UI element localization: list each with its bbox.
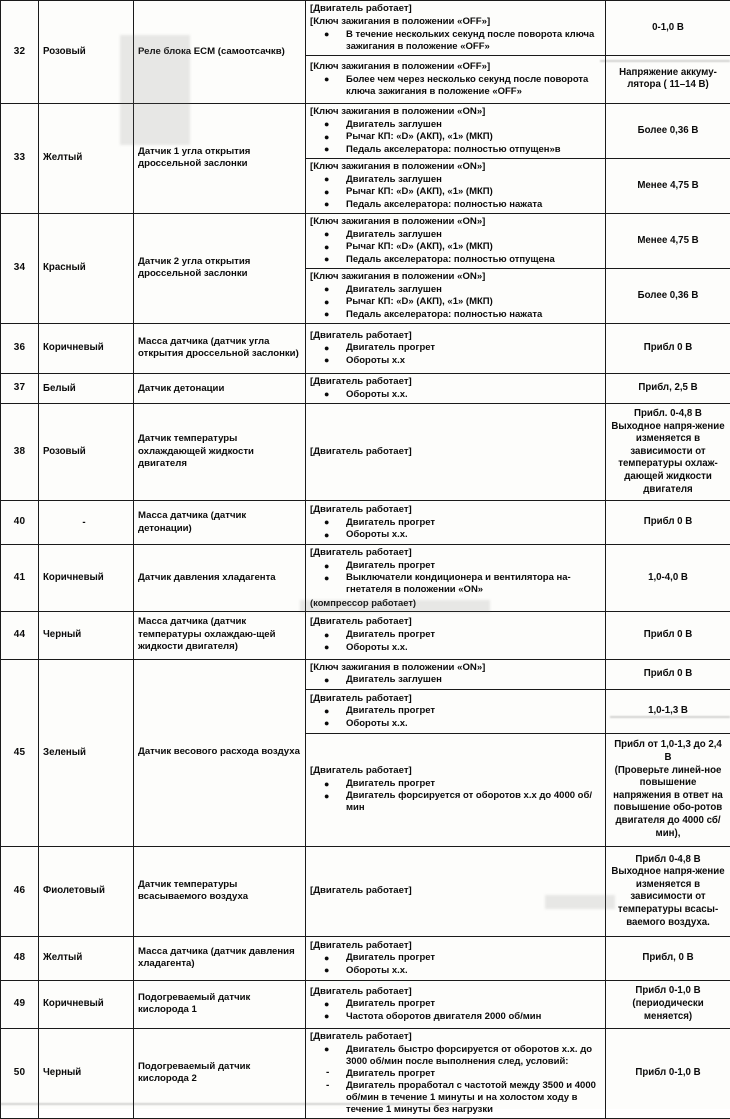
condition-heading: [Двигатель работает] (310, 330, 601, 342)
table-row (1, 1, 730, 56)
list-item-text: Выключатели кондиционера и вентилятора на-гнетателя в положении «ON» (346, 572, 571, 595)
terminal-number: 41 (1, 545, 39, 611)
value-text: 0-1,0 В (610, 22, 726, 35)
value-text: Прибл 0 В (610, 342, 726, 355)
condition-cell (306, 659, 606, 689)
condition-heading: [Двигатель работает] (310, 885, 601, 897)
wire-color: Фиолетовый (39, 846, 134, 936)
condition-heading: [Двигатель работает] (310, 693, 601, 705)
condition-heading: [Двигатель работает] (310, 3, 601, 15)
item-name: Датчик давления хладагента (134, 545, 306, 611)
table-row (1, 545, 730, 611)
condition-cell (306, 936, 606, 980)
item-name: Масса датчика (датчик детонации) (134, 501, 306, 545)
list-item-text: Обороты х.х. (346, 642, 408, 653)
item-name: Реле блока ECM (самоотсачкв) (134, 1, 306, 104)
list-item (324, 572, 601, 596)
condition-heading: [Двигатель работает] (310, 376, 601, 388)
list-item-text: Двигатель быстро форсируется от оборотов х.х. до 3000 об/мин после выполнения след, условий: (346, 1044, 592, 1067)
wire-color: Коричневый (39, 980, 134, 1028)
list-item-text: В течение нескольких секунд после поворота ключа зажигания в положение «OFF» (346, 29, 594, 52)
value-text: Прибл от 1,0-1,3 до 2,4 В (610, 739, 726, 764)
value-text: Менее 4,75 В (610, 235, 726, 248)
list-item (324, 718, 601, 730)
list-item-text: Двигатель прогрет (346, 560, 435, 571)
terminal-number: 40 (1, 501, 39, 545)
condition-list (310, 517, 601, 541)
table-row (1, 103, 730, 158)
wire-color: - (39, 501, 134, 545)
bullet-icon: ● (324, 254, 329, 265)
bullet-icon: ● (324, 343, 329, 354)
list-item (324, 186, 601, 198)
list-item (324, 284, 601, 296)
bullet-icon: ● (324, 561, 329, 572)
value-cell (606, 404, 730, 501)
bullet-icon: ● (324, 284, 329, 295)
condition-heading: [Двигатель работает] (310, 1031, 601, 1043)
value-cell (606, 1028, 730, 1118)
value-cell (606, 373, 730, 403)
value-text: Прибл 0 В (610, 668, 726, 681)
list-item (324, 355, 601, 367)
value-note: (периодически меняется) (610, 998, 726, 1023)
bullet-icon: ● (324, 199, 329, 210)
table-row (1, 213, 730, 268)
table-row (1, 404, 730, 501)
list-item (324, 1011, 601, 1023)
list-item-text: Обороты х.х. (346, 718, 408, 729)
condition-heading: [Ключ зажигания в положении «OFF»] (310, 61, 601, 73)
list-item-text: Двигатель прогрет (346, 705, 435, 716)
condition-list (310, 560, 601, 596)
condition-cell (306, 373, 606, 403)
condition-cell (306, 55, 606, 103)
value-text: Менее 4,75 В (610, 180, 726, 193)
bullet-icon: ● (324, 517, 329, 528)
value-cell (606, 659, 730, 689)
terminal-number: 45 (1, 659, 39, 846)
terminal-number: 37 (1, 373, 39, 403)
list-item-text: Двигатель проработал с частотой между 3500 и 4000 об/мин в течение 1 минуты и на холостом ходу в течение 1 минуты без нагрузки (346, 1080, 596, 1115)
bullet-icon: ● (324, 174, 329, 185)
list-item-text: Двигатель заглушен (346, 284, 442, 295)
condition-list (310, 119, 601, 155)
value-cell (606, 936, 730, 980)
value-cell (606, 980, 730, 1028)
condition-list (310, 389, 601, 401)
condition-heading: [Ключ зажигания в положении «ON»] (310, 271, 601, 283)
bullet-icon: ● (324, 229, 329, 240)
bullet-icon: ● (324, 1011, 329, 1022)
bullet-icon: ● (324, 706, 329, 717)
item-name: Подогреваемый датчик кислорода 2 (134, 1028, 306, 1118)
list-item-text: Двигатель прогрет (346, 952, 435, 963)
item-name: Датчик температуры охлаждающей жидкости двигателя (134, 404, 306, 501)
condition-list (310, 778, 601, 814)
list-item-text: Обороты х.х. (346, 529, 408, 540)
condition-cell (306, 611, 606, 659)
condition-cell (306, 103, 606, 158)
list-item (324, 705, 601, 717)
bullet-icon: ● (324, 999, 329, 1010)
list-item-text: Обороты х.х. (346, 389, 408, 400)
value-text: Более 0,36 В (610, 290, 726, 303)
list-item (324, 174, 601, 186)
bullet-icon: ● (324, 779, 329, 790)
condition-list (310, 29, 601, 53)
item-name: Датчик 1 угла открытия дроссельной заслонки (134, 103, 306, 213)
list-item (324, 389, 601, 401)
terminal-number: 46 (1, 846, 39, 936)
dash-icon: - (326, 1067, 329, 1079)
bullet-icon: ● (324, 297, 329, 308)
list-item-text: Рычаг КП: «D» (АКП), «1» (МКП) (346, 296, 493, 307)
list-item-text: Двигатель заглушен (346, 174, 442, 185)
condition-heading: [Двигатель работает] (310, 940, 601, 952)
condition-heading: [Двигатель работает] (310, 504, 601, 516)
list-item (324, 529, 601, 541)
list-item-text: Рычаг КП: «D» (АКП), «1» (МКП) (346, 131, 493, 142)
bullet-icon: ● (324, 965, 329, 976)
table-body (1, 1, 730, 1119)
table-row (1, 323, 730, 373)
table-row (1, 501, 730, 545)
list-item-text: Двигатель прогрет (346, 629, 435, 640)
table-row (1, 659, 730, 689)
terminal-number: 49 (1, 980, 39, 1028)
condition-list (310, 1044, 601, 1116)
bullet-icon: ● (324, 791, 329, 802)
condition-list (310, 674, 601, 686)
wire-color: Красный (39, 213, 134, 323)
list-item (324, 342, 601, 354)
value-note: Выходное напря-жение изменяется в зависимости от температуры всасы-ваемого воздуха. (610, 866, 726, 929)
list-item (324, 199, 601, 211)
list-item (324, 1068, 601, 1080)
condition-cell (306, 404, 606, 501)
list-item (324, 674, 601, 686)
condition-list (310, 284, 601, 320)
condition-cell (306, 545, 606, 611)
list-item-text: Педаль акселератора: полностью отпущена (346, 254, 555, 265)
bullet-icon: ● (324, 119, 329, 130)
list-item (324, 642, 601, 654)
wire-color: Черный (39, 1028, 134, 1118)
bullet-icon: ● (324, 29, 329, 40)
list-item-text: Двигатель форсируется от оборотов х.х до 4000 об/мин (346, 790, 592, 813)
value-text: Напряжение аккуму-лятора ( 11–14 В) (610, 67, 726, 92)
bullet-icon: ● (324, 242, 329, 253)
condition-heading: [Двигатель работает] (310, 446, 601, 458)
list-item (324, 1080, 601, 1115)
list-item (324, 309, 601, 321)
list-item (324, 241, 601, 253)
list-item (324, 952, 601, 964)
condition-heading: [Ключ зажигания в положении «ON»] (310, 106, 601, 118)
list-item (324, 998, 601, 1010)
terminal-number: 44 (1, 611, 39, 659)
condition-list (310, 342, 601, 366)
terminal-number: 36 (1, 323, 39, 373)
bullet-icon: ● (324, 355, 329, 366)
list-item (324, 296, 601, 308)
bullet-icon: ● (324, 1044, 329, 1055)
condition-heading: [Ключ зажигания в положении «ON»] (310, 216, 601, 228)
bullet-icon: ● (324, 144, 329, 155)
list-item (324, 254, 601, 266)
wire-color: Черный (39, 611, 134, 659)
bullet-icon: ● (324, 132, 329, 143)
condition-cell (306, 846, 606, 936)
wire-color: Желтый (39, 103, 134, 213)
list-item-text: Педаль акселератора: полностью нажата (346, 199, 542, 210)
condition-list (310, 998, 601, 1022)
table-row (1, 846, 730, 936)
list-item (324, 74, 601, 98)
list-item (324, 560, 601, 572)
condition-list (310, 705, 601, 729)
list-item-text: Обороты х.х. (346, 965, 408, 976)
condition-heading: [Двигатель работает] (310, 547, 601, 559)
terminal-number: 33 (1, 103, 39, 213)
dash-icon: - (326, 1080, 329, 1092)
bullet-icon: ● (324, 718, 329, 729)
list-item (324, 778, 601, 790)
bullet-icon: ● (324, 573, 329, 584)
value-text: Прибл. 0-4,8 В (610, 408, 726, 421)
list-item (324, 790, 601, 814)
condition-cell (306, 733, 606, 846)
value-note: (Проверьте линей-ное повышение напряжения в ответ на повышение обо-ротов двигателя до 4000 сб/мин), (610, 765, 726, 841)
list-item-text: Рычаг КП: «D» (АКП), «1» (МКП) (346, 241, 493, 252)
condition-heading: [Двигатель работает] (310, 765, 601, 777)
condition-list (310, 229, 601, 265)
value-cell (606, 213, 730, 268)
list-item-text: Двигатель заглушен (346, 674, 442, 685)
value-note: Выходное напря-жение изменяется в зависимости от температуры охлаж-дающей жидкости двигателя (610, 421, 726, 497)
value-cell (606, 611, 730, 659)
value-text: Прибл 0 В (610, 516, 726, 529)
terminal-number: 48 (1, 936, 39, 980)
value-text: Прибл, 0 В (610, 952, 726, 965)
condition-list (310, 629, 601, 653)
table-row (1, 373, 730, 403)
value-cell (606, 689, 730, 733)
terminal-number: 50 (1, 1028, 39, 1118)
bullet-icon: ● (324, 389, 329, 400)
item-name: Датчик детонации (134, 373, 306, 403)
bullet-icon: ● (324, 530, 329, 541)
item-name: Масса датчика (датчик угла открытия дроссельной заслонки) (134, 323, 306, 373)
list-item-text: Двигатель прогрет (346, 342, 435, 353)
condition-cell (306, 689, 606, 733)
list-item (324, 144, 601, 156)
terminal-number: 34 (1, 213, 39, 323)
value-cell (606, 545, 730, 611)
list-item-text: Педаль акселератора: полностью нажата (346, 309, 542, 320)
condition-cell (306, 268, 606, 323)
list-item (324, 965, 601, 977)
wire-color: Розовый (39, 1, 134, 104)
condition-heading: [Ключ зажигания в положении «OFF»] (310, 16, 601, 28)
condition-cell (306, 980, 606, 1028)
table-row (1, 611, 730, 659)
list-item-text: Двигатель заглушен (346, 119, 442, 130)
value-text: 1,0-1,3 В (610, 705, 726, 718)
condition-list (310, 952, 601, 976)
terminal-number: 38 (1, 404, 39, 501)
wire-color: Коричневый (39, 323, 134, 373)
condition-cell (306, 1, 606, 56)
list-item (324, 1044, 601, 1068)
list-item (324, 629, 601, 641)
list-item (324, 517, 601, 529)
list-item-text: Двигатель заглушен (346, 229, 442, 240)
value-cell (606, 733, 730, 846)
wire-color: Зеленый (39, 659, 134, 846)
value-cell (606, 55, 730, 103)
condition-list (310, 174, 601, 210)
value-cell (606, 501, 730, 545)
table-row (1, 980, 730, 1028)
list-item (324, 29, 601, 53)
value-cell (606, 846, 730, 936)
condition-heading: [Ключ зажигания в положении «ON»] (310, 662, 601, 674)
condition-cell (306, 1028, 606, 1118)
list-item-text: Более чем через несколько секунд после поворота ключа зажигания в положение «OFF» (346, 74, 588, 97)
list-item (324, 229, 601, 241)
list-item-text: Двигатель прогрет (346, 1068, 435, 1079)
value-cell (606, 268, 730, 323)
value-text: Более 0,36 В (610, 125, 726, 138)
bullet-icon: ● (324, 187, 329, 198)
value-cell (606, 1, 730, 56)
list-item-text: Двигатель прогрет (346, 517, 435, 528)
table-row (1, 1028, 730, 1118)
bullet-icon: ● (324, 309, 329, 320)
condition-cell (306, 323, 606, 373)
bullet-icon: ● (324, 74, 329, 85)
bullet-icon: ● (324, 953, 329, 964)
wire-color: Коричневый (39, 545, 134, 611)
condition-heading: [Ключ зажигания в положении «ON»] (310, 161, 601, 173)
list-item-text: Частота оборотов двигателя 2000 об/мин (346, 1011, 541, 1022)
terminal-number: 32 (1, 1, 39, 104)
value-text: Прибл 0-1,0 В (610, 1067, 726, 1080)
list-item (324, 119, 601, 131)
value-text: 1,0-4,0 В (610, 572, 726, 585)
list-item (324, 131, 601, 143)
condition-heading: [Двигатель работает] (310, 616, 601, 628)
item-name: Масса датчика (датчик температуры охлаждаю-щей жидкости двигателя) (134, 611, 306, 659)
value-cell (606, 103, 730, 158)
item-name: Датчик температуры всасываемого воздуха (134, 846, 306, 936)
bullet-icon: ● (324, 642, 329, 653)
list-item-text: Обороты х.х (346, 355, 405, 366)
value-text: Прибл 0 В (610, 629, 726, 642)
wire-color: Белый (39, 373, 134, 403)
item-name: Датчик весового расхода воздуха (134, 659, 306, 846)
table-row (1, 936, 730, 980)
item-name: Датчик 2 угла открытия дроссельной заслонки (134, 213, 306, 323)
condition-cell (306, 501, 606, 545)
wire-color: Желтый (39, 936, 134, 980)
value-cell (606, 323, 730, 373)
list-item-text: Педаль акселератора: полностью отпущен»в (346, 144, 561, 155)
value-cell (606, 158, 730, 213)
list-item-text: Двигатель прогрет (346, 998, 435, 1009)
bullet-icon: ● (324, 630, 329, 641)
condition-heading: [Двигатель работает] (310, 986, 601, 998)
item-name: Подогреваемый датчик кислорода 1 (134, 980, 306, 1028)
item-name: Масса датчика (датчик давления хладагента) (134, 936, 306, 980)
value-text: Прибл 0-1,0 В (610, 985, 726, 998)
condition-cell (306, 213, 606, 268)
wire-color: Розовый (39, 404, 134, 501)
value-text: Прибл, 2,5 В (610, 382, 726, 395)
condition-list (310, 74, 601, 98)
bullet-icon: ● (324, 675, 329, 686)
condition-cell (306, 158, 606, 213)
list-item-text: Рычаг КП: «D» (АКП), «1» (МКП) (346, 186, 493, 197)
condition-footnote: (компрессор работает) (310, 597, 601, 609)
list-item-text: Двигатель прогрет (346, 778, 435, 789)
value-text: Прибл 0-4,8 В (610, 854, 726, 867)
